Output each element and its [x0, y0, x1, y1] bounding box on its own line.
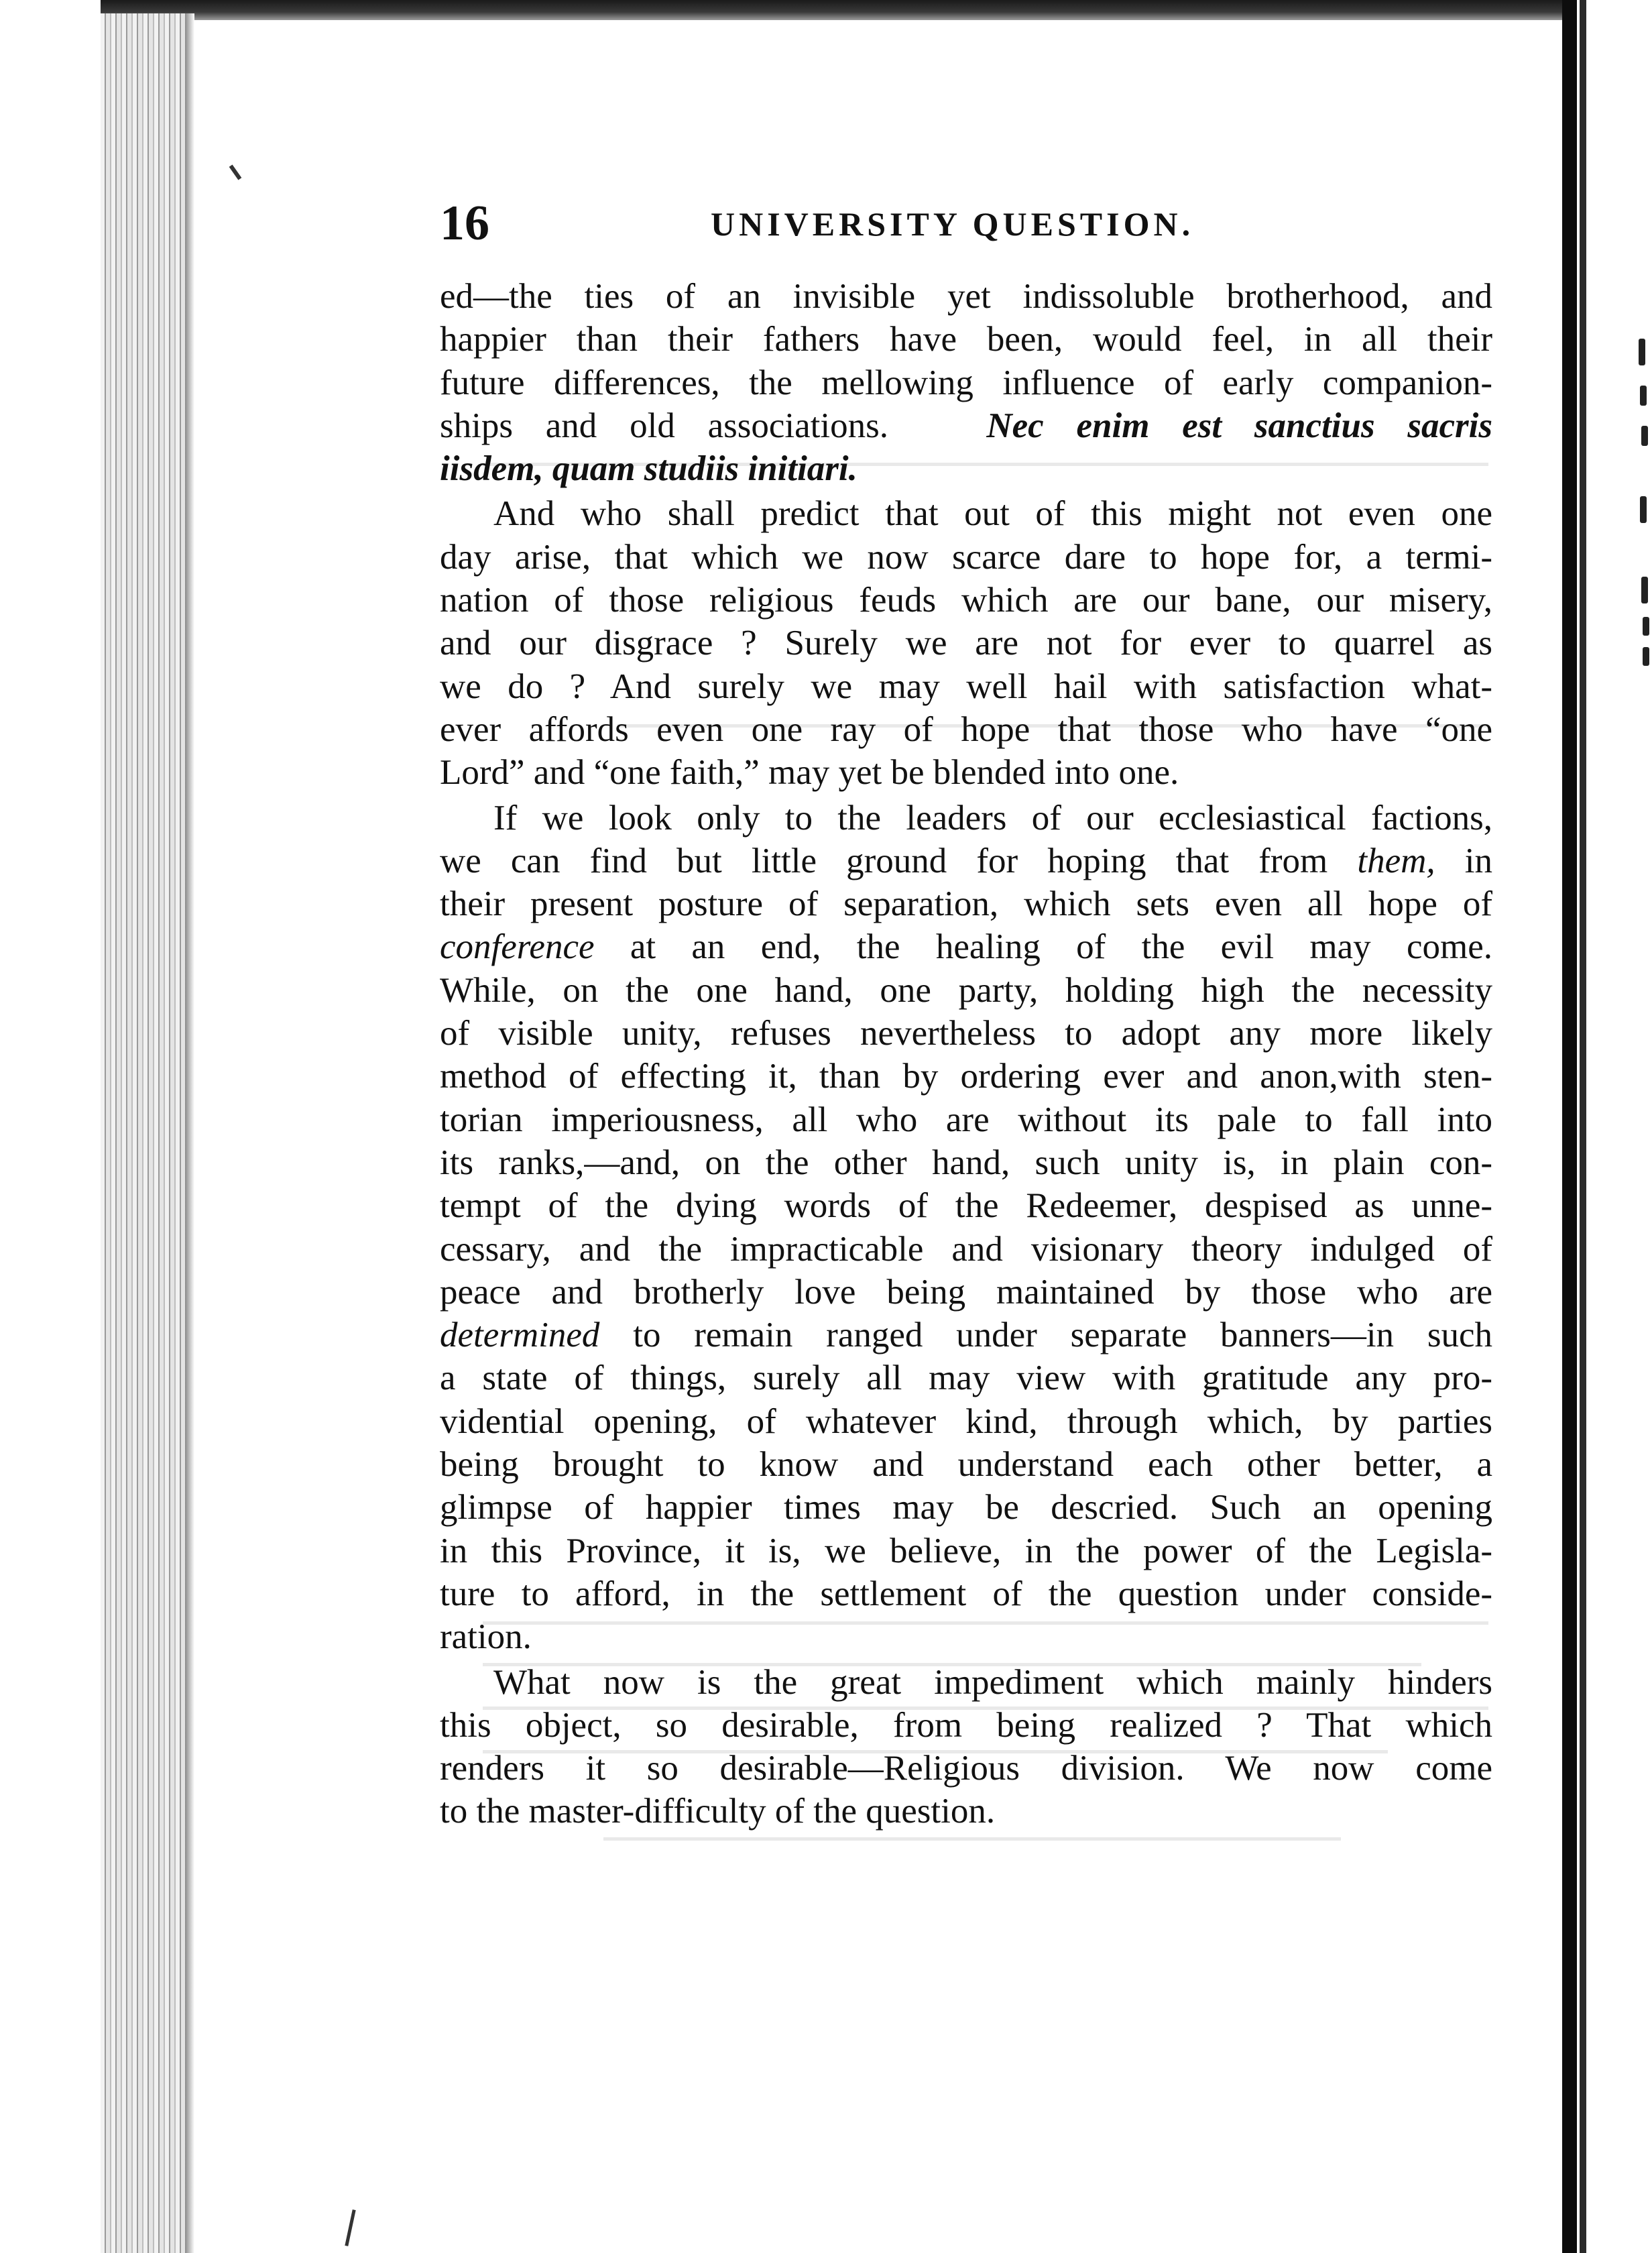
text-segment: in	[1464, 841, 1492, 880]
text-line: vidential opening, of whatever kind, through which, by parties	[440, 1401, 1492, 1441]
text-line: in this Province, it is, we believe, in the power of the Legisla-	[440, 1531, 1492, 1570]
text-line: peace and brotherly love being maintained by those who are	[440, 1272, 1492, 1312]
facing-page-glyph	[1643, 617, 1649, 636]
text-line: being brought to know and understand each other better, a	[440, 1445, 1492, 1485]
running-title: UNIVERSITY QUESTION.	[711, 205, 1195, 243]
text-line: a state of things, surely all may view with gratitude any pro-	[440, 1359, 1492, 1398]
text-line	[440, 1314, 1492, 1356]
text-segment: to remain ranged under separate banners—in such	[633, 1316, 1492, 1355]
text-line: ever affords even one ray of hope that those who have “one	[440, 709, 1492, 749]
gutter-shadow	[185, 13, 194, 2253]
latin-quote: Nec enim est sanctius sacris	[986, 406, 1493, 445]
page-edge-shadow-2	[1580, 0, 1586, 2253]
text-line: their present posture of separation, which sets even all hope of	[440, 884, 1492, 924]
text-line: And who shall predict that out of this might not even one	[493, 494, 1492, 534]
facing-page-glyph	[1639, 339, 1645, 365]
text-line: we do ? And surely we may well hail with satisfaction what-	[440, 667, 1492, 706]
text-segment: we can find but little ground for hoping that from	[440, 841, 1328, 880]
text-line: ration.	[440, 1617, 532, 1657]
body-text	[440, 275, 1492, 1833]
text-line: renders it so desirable—Religious division. We now come	[440, 1749, 1492, 1788]
paragraph-3	[440, 797, 1492, 1659]
text-line: future differences, the mellowing influence of early companion-	[440, 363, 1492, 402]
scan-speck	[345, 2209, 355, 2246]
emphasis: conference	[440, 927, 595, 967]
text-segment: at an end, the healing of the evil may come.	[630, 927, 1492, 967]
text-line: ture to afford, in the settlement of the question under conside-	[440, 1574, 1492, 1613]
facing-page-glyph	[1640, 496, 1647, 523]
text-line: and our disgrace ? Surely we are not for ever to quarrel as	[440, 624, 1492, 663]
facing-page-glyph	[1643, 647, 1649, 666]
emphasis: them,	[1357, 841, 1435, 880]
latin-quote: iisdem, quam studiis initiari.	[440, 449, 858, 489]
text-line: cessary, and the impracticable and visionary theory indulged of	[440, 1229, 1492, 1269]
text-line: tempt of the dying words of the Redeemer, despised as unne-	[440, 1186, 1492, 1226]
facing-page-glyph	[1641, 426, 1648, 446]
page-number: 16	[440, 196, 489, 251]
facing-page-glyph	[1641, 577, 1648, 603]
text-line: of visible unity, refuses nevertheless to adopt any more likely	[440, 1014, 1492, 1053]
facing-page-strip	[1586, 0, 1652, 2253]
scan-speck	[229, 164, 242, 180]
text-line	[440, 840, 1492, 882]
text-line: Lord” and “one faith,” may yet be blended into one.	[440, 753, 1179, 793]
bleed-through	[603, 1837, 1341, 1841]
text-line: While, on the one hand, one party, holding high the necessity	[440, 970, 1492, 1010]
text-line	[440, 404, 1492, 447]
text-segment: ships and old associations.	[440, 406, 888, 445]
paragraph-1	[440, 275, 1492, 490]
text-line: to the master-difficulty of the question.	[440, 1792, 996, 1831]
paragraph-4	[440, 1661, 1492, 1833]
scan-top-border	[101, 0, 1576, 20]
text-line: torian imperiousness, all who are without its pale to fall into	[440, 1100, 1492, 1139]
book-gutter	[101, 13, 188, 2253]
page-edge-shadow	[1562, 0, 1577, 2253]
text-line: this object, so desirable, from being realized ? That which	[440, 1705, 1492, 1745]
text-line: nation of those religious feuds which are our bane, our misery,	[440, 581, 1492, 620]
text-line	[440, 447, 1492, 490]
text-line: method of effecting it, than by ordering ever and anon,with sten-	[440, 1057, 1492, 1096]
text-line: ed—the ties of an invisible yet indissoluble brotherhood, and	[440, 277, 1492, 316]
emphasis: determined	[440, 1316, 600, 1355]
text-line: happier than their fathers have been, would feel, in all their	[440, 320, 1492, 359]
text-line: its ranks,—and, on the other hand, such unity is, in plain con-	[440, 1143, 1492, 1182]
text-line: What now is the great impediment which mainly hinders	[493, 1662, 1492, 1702]
paragraph-2	[440, 492, 1492, 794]
facing-page-glyph	[1640, 386, 1647, 406]
text-line: day arise, that which we now scarce dare to hope for, a termi-	[440, 537, 1492, 577]
text-line	[440, 925, 1492, 968]
text-line: glimpse of happier times may be descried. Such an opening	[440, 1488, 1492, 1527]
text-line: If we look only to the leaders of our ecclesiastical factions,	[493, 798, 1492, 837]
